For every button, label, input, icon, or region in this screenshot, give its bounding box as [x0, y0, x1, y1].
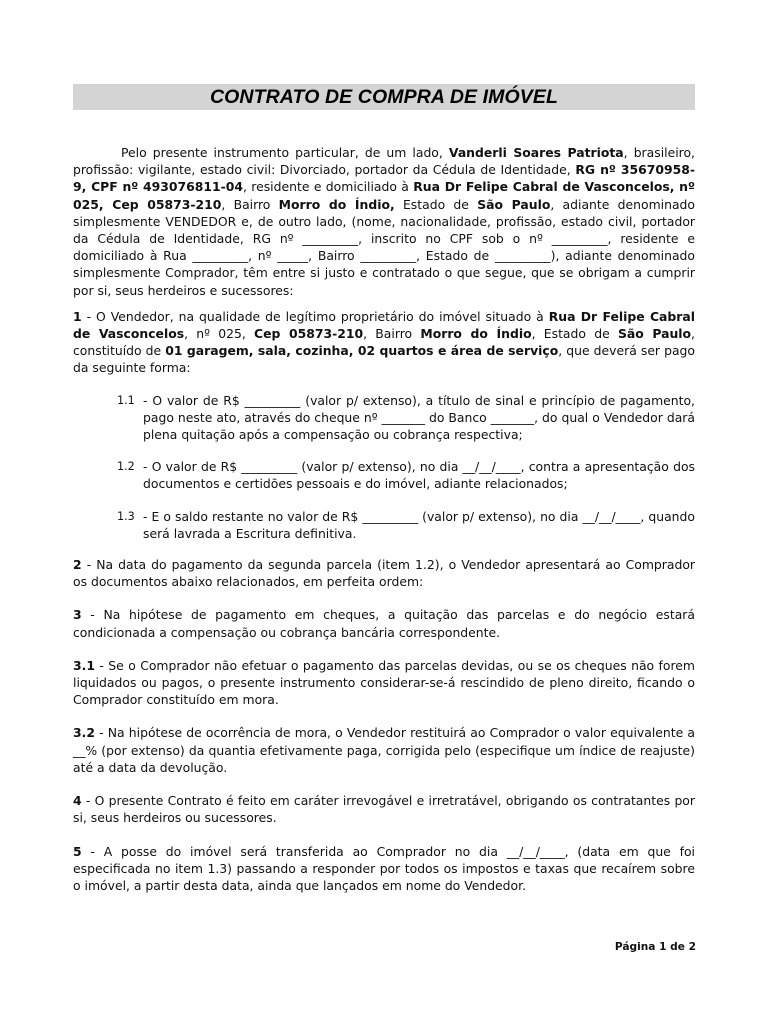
text-run: - Na data do pagamento da segunda parcela (item 1.2), o Vendedor apresentará ao Comprador os documentos abaixo relacionados, em perfeita ordem:	[73, 557, 695, 590]
sub-clause-1-1	[117, 392, 695, 444]
bold-text: 2	[73, 557, 82, 573]
bold-text: Rua Dr Felipe Cabral de Vasconcelos	[73, 308, 695, 342]
text-run: - A posse do imóvel será transferida ao Comprador no dia __/__/____, (data em que foi especificada no item 1.3) passando a responder por todos os impostos e taxas que recaírem sobre o imóvel, a partir desta data, ainda que lançados em nome do Vendedor.	[73, 843, 695, 893]
text-run: , constituído de	[73, 326, 695, 359]
clause-3	[73, 606, 695, 640]
intro-paragraph	[73, 144, 695, 299]
sub-clause-number: 1.3	[117, 509, 135, 523]
text-run: , Bairro	[221, 196, 279, 212]
text-run: , residente e domiciliado à	[242, 179, 414, 195]
sub-clause-1-2	[117, 458, 695, 492]
text-run: , nº 025,	[184, 326, 255, 342]
bold-text: Morro do Índio,	[278, 196, 395, 212]
text-run: - Se o Comprador não efetuar o pagamento das parcelas devidas, ou se os cheques não forem liquidados ou pagos, o presente instrumento considerar-se-á rescindido de pleno direito, ficando o Comprador constituído em mora.	[73, 657, 695, 708]
bold-text: São Paulo	[477, 196, 551, 212]
bold-text: Cep 05873-210	[254, 326, 364, 342]
text-run: - Na hipótese de ocorrência de mora, o Vendedor restituirá ao Comprador o valor equivalente a __% (por extenso) da quantia efetivamente paga, corrigida pelo (especifique um índice de reajuste) até a data da devolução.	[73, 725, 695, 775]
bold-text: 3.1	[73, 657, 95, 673]
sub-clause-text: - O valor de R$ _________ (valor p/ extenso), no dia __/__/____, contra a apresentação dos documentos e certidões pessoais e do imóvel, adiante relacionados;	[143, 459, 695, 492]
bold-text: 3	[73, 607, 82, 623]
clause-1	[73, 308, 695, 377]
clause-2	[73, 556, 695, 590]
text-run: , Bairro	[363, 326, 421, 342]
text-run: , Estado de	[531, 326, 618, 342]
text-run: Pelo presente instrumento particular, de um lado,	[121, 145, 449, 160]
bold-text: Morro do Índio	[420, 326, 532, 342]
bold-text: 3.2	[73, 725, 95, 741]
text-run: - O Vendedor, na qualidade de legítimo proprietário do imóvel situado à	[81, 308, 549, 324]
text-run: , que deverá ser pago da seguinte forma:	[73, 343, 695, 376]
clause-5	[73, 843, 695, 895]
clause-3-1	[73, 657, 695, 709]
sub-clause-text: - E o saldo restante no valor de R$ _________ (valor p/ extenso), no dia __/__/____, quando será lavrada a Escritura definitiva.	[143, 508, 695, 541]
bold-text: 01 garagem, sala, cozinha, 02 quartos e área de serviço	[165, 343, 559, 359]
bold-text: RG nº 35670958-9, CPF nº 493076811-04	[73, 162, 695, 195]
bold-text: Vanderli Soares Patriota	[448, 145, 624, 160]
text-run: Estado de	[394, 196, 478, 212]
sub-clause-number: 1.1	[117, 393, 135, 407]
clause-3-2	[73, 724, 695, 776]
sub-clause-number: 1.2	[117, 460, 135, 474]
document-page	[73, 84, 695, 894]
clause-4	[73, 792, 695, 826]
text-run: - Na hipótese de pagamento em cheques, a quitação das parcelas e do negócio estará condicionada a compensação ou cobrança bancária correspondente.	[73, 607, 695, 640]
sub-clause-text: - O valor de R$ _________ (valor p/ extenso), a título de sinal e princípio de pagamento, pago neste ato, através do cheque nº _______ do Banco _______, do qual o Vendedor dará plena quitação após a compensação ou cobrança respectiva;	[143, 392, 695, 443]
title-banner	[73, 84, 695, 110]
document-title: CONTRATO DE COMPRA DE IMÓVEL	[209, 85, 559, 108]
text-run: , adiante denominado simplesmente VENDEDOR e, de outro lado, (nome, nacionalidade, profissão, estado civil, portador da Cédula de Identidade, RG nº _________, inscrito no CPF sob o nº _________, residente e domiciliado à Rua _________, nº _____, Bairro _________, Estado de _________), adiante denominado simplesmente Comprador, têm entre si justo e contratado o que segue, que se obrigam a cumprir por si, seus herdeiros e sucessores:	[73, 196, 695, 298]
bold-text: 4	[73, 793, 82, 809]
text-run: , brasileiro, profissão: vigilante, estado civil: Divorciado, portador da Cédula de Identidade,	[73, 145, 695, 178]
bold-text: Rua Dr Felipe Cabral de Vasconcelos, nº 025, Cep 05873-210	[73, 179, 695, 212]
bold-text: São Paulo	[617, 326, 692, 342]
sub-clause-1-3	[117, 508, 695, 542]
page-number: Página 1 de 2	[614, 941, 696, 953]
bold-text: 1	[73, 308, 82, 324]
text-run: - O presente Contrato é feito em caráter irrevogável e irretratável, obrigando os contratantes por si, seus herdeiros ou sucessores.	[73, 793, 695, 826]
bold-text: 5	[73, 843, 82, 859]
